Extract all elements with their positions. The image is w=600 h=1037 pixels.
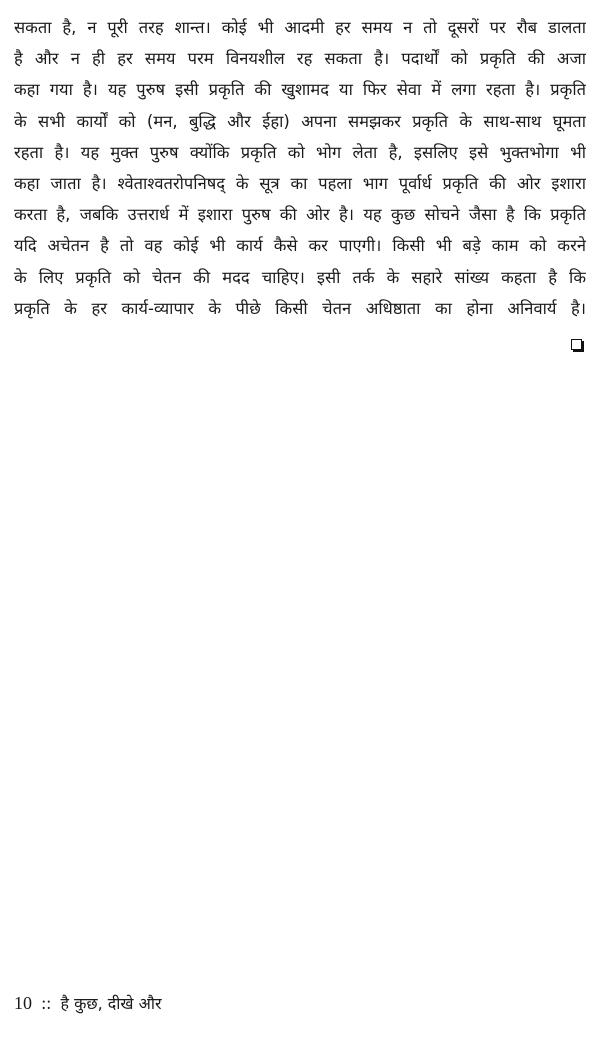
text-line: के लिए प्रकृति को चेतन की मदद चाहिए। इसी तर्क के सहारे सांख्य कहता है कि	[14, 267, 586, 287]
book-title: है कुछ, दीखे और	[60, 994, 162, 1013]
text-line: रहता है। यह मुक्त पुरुष क्योंकि प्रकृति को भोग लेता है, इसलिए इसे भुक्तभोगा भी	[14, 142, 586, 162]
page-footer	[14, 991, 162, 1015]
page-number: 10	[14, 993, 32, 1013]
footer-separator: ::	[41, 993, 52, 1013]
text-line: के सभी कार्यों को (मन, बुद्धि और ईहा) अपना समझकर प्रकृति के साथ-साथ घूमता	[14, 111, 586, 131]
text-line: कहा गया है। यह पुरुष इसी प्रकृति की खुशामद या फिर सेवा में लगा रहता है। प्रकृति	[14, 80, 586, 100]
text-line: कहा जाता है। श्वेताश्वतरोपनिषद् के सूत्र का पहला भाग पूर्वार्ध प्रकृति की ओर इशारा	[14, 173, 586, 193]
text-line: सकता है, न पूरी तरह शान्त। कोई भी आदमी हर समय न तो दूसरों पर रौब डालता	[14, 18, 586, 37]
text-line: प्रकृति के हर कार्य-व्यापार के पीछे किसी चेतन अधिष्ठाता का होना अनिवार्य है।	[14, 298, 586, 318]
text-line: करता है, जबकि उत्तरार्ध में इशारा पुरुष की ओर है। यह कुछ सोचने जैसा है कि प्रकृति	[14, 205, 586, 225]
text-line: है और न ही हर समय परम विनयशील रह सकता है। पदार्थों को प्रकृति की अजा	[14, 49, 586, 69]
body-paragraph	[14, 12, 586, 324]
hollow-square-end-icon	[571, 339, 582, 350]
text-line: यदि अचेतन है तो वह कोई भी कार्य कैसे कर पाएगी। किसी भी बड़े काम को करने	[14, 236, 586, 256]
